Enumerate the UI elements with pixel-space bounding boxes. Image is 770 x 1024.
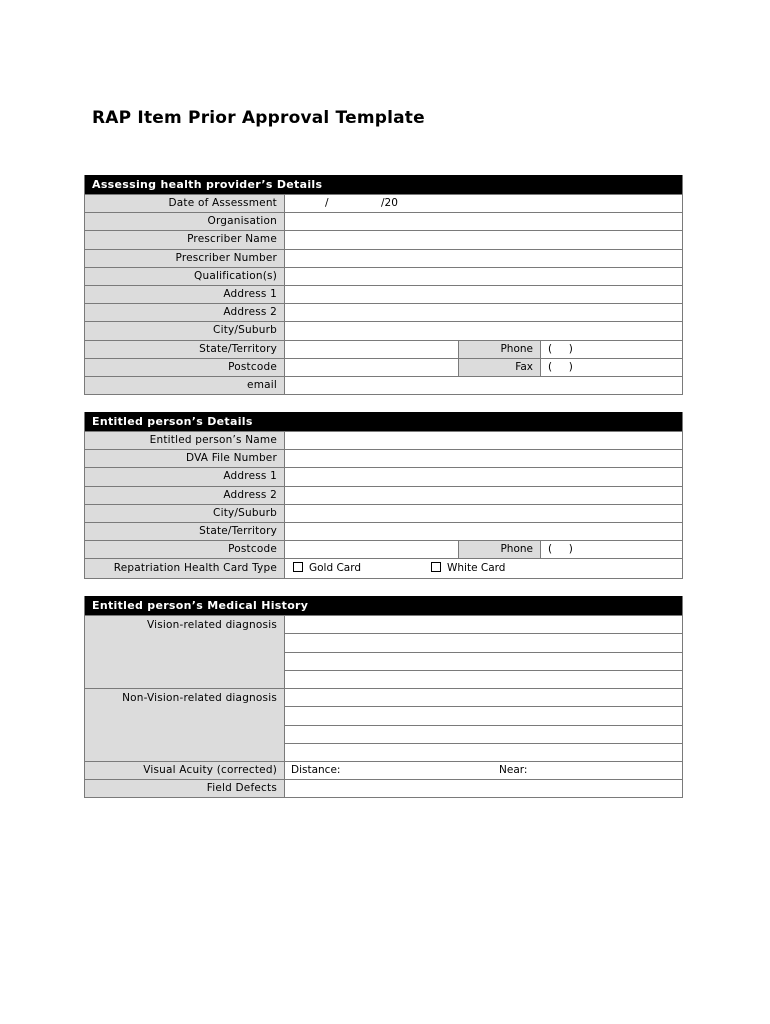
visual-acuity-field[interactable] (285, 762, 682, 779)
field-label: Vision-related diagnosis (85, 616, 285, 688)
phone-field[interactable]: ( ) (548, 342, 573, 355)
field-label: Postcode (85, 541, 285, 558)
field-label: Date of Assessment (85, 195, 285, 212)
entitled-name-row (85, 431, 682, 449)
state-phone-row (85, 340, 682, 358)
section-heading: Entitled person’s Details (85, 412, 682, 431)
date-year-prefix: /20 (381, 197, 398, 209)
city-field[interactable] (285, 505, 682, 522)
field-label: Phone (459, 341, 541, 358)
card-type-options (285, 559, 682, 578)
entitled-name-field[interactable] (285, 432, 682, 449)
city-field[interactable] (285, 322, 682, 339)
gold-card-option[interactable] (293, 559, 361, 578)
address2-field[interactable] (285, 304, 682, 321)
section-heading: Entitled person’s Medical History (85, 596, 682, 615)
field-label: Field Defects (85, 780, 285, 797)
field-label: Non-Vision-related diagnosis (85, 689, 285, 761)
prescriber-name-field[interactable] (285, 231, 682, 248)
field-label: City/Suburb (85, 322, 285, 339)
field-label: Address 2 (85, 487, 285, 504)
field-label: Visual Acuity (corrected) (85, 762, 285, 779)
address1-row (85, 285, 682, 303)
medical-history-section (84, 596, 683, 798)
vision-diagnosis-field[interactable] (285, 616, 682, 688)
prescriber-name-row (85, 230, 682, 248)
prescriber-number-row (85, 249, 682, 267)
state-row (85, 522, 682, 540)
date-separator: / (325, 197, 329, 209)
field-label: Organisation (85, 213, 285, 230)
field-label: Phone (459, 541, 541, 558)
field-label: Qualification(s) (85, 268, 285, 285)
dva-file-field[interactable] (285, 450, 682, 467)
field-defects-field[interactable] (285, 780, 682, 797)
field-label: Address 1 (85, 468, 285, 485)
field-label: Entitled person’s Name (85, 432, 285, 449)
qualifications-field[interactable] (285, 268, 682, 285)
postcode-field[interactable] (285, 541, 459, 558)
state-field[interactable] (285, 341, 459, 358)
date-of-assessment-field[interactable] (285, 195, 682, 212)
field-label: Prescriber Number (85, 250, 285, 267)
field-label: Repatriation Health Card Type (85, 559, 285, 578)
entitled-person-section (84, 412, 683, 579)
page-title: RAP Item Prior Approval Template (92, 108, 425, 128)
organisation-row (85, 212, 682, 230)
field-label: email (85, 377, 285, 394)
field-label: State/Territory (85, 341, 285, 358)
field-label: Prescriber Name (85, 231, 285, 248)
state-field[interactable] (285, 523, 682, 540)
city-row (85, 321, 682, 339)
checkbox-icon[interactable] (293, 562, 303, 572)
provider-details-section (84, 175, 683, 395)
address2-row (85, 303, 682, 321)
date-of-assessment-row (85, 194, 682, 212)
vision-diagnosis-row (85, 615, 682, 688)
dva-file-row (85, 449, 682, 467)
email-row (85, 376, 682, 394)
address2-row (85, 486, 682, 504)
phone-field[interactable]: ( ) (548, 543, 573, 556)
city-row (85, 504, 682, 522)
postcode-field[interactable] (285, 359, 459, 376)
white-card-label: White Card (447, 562, 506, 575)
postcode-phone-row (85, 540, 682, 558)
address1-field[interactable] (285, 286, 682, 303)
field-label: Fax (459, 359, 541, 376)
prescriber-number-field[interactable] (285, 250, 682, 267)
non-vision-diagnosis-field[interactable] (285, 689, 682, 761)
address1-field[interactable] (285, 468, 682, 485)
distance-label: Distance: (291, 764, 341, 776)
checkbox-icon[interactable] (431, 562, 441, 572)
field-defects-row (85, 779, 682, 797)
near-label: Near: (499, 764, 528, 776)
section-heading: Assessing health provider’s Details (85, 175, 682, 194)
white-card-option[interactable] (431, 559, 505, 578)
visual-acuity-row (85, 761, 682, 779)
fax-field[interactable]: ( ) (548, 360, 573, 373)
field-label: Address 2 (85, 304, 285, 321)
field-label: State/Territory (85, 523, 285, 540)
organisation-field[interactable] (285, 213, 682, 230)
field-label: City/Suburb (85, 505, 285, 522)
address1-row (85, 467, 682, 485)
non-vision-diagnosis-row (85, 688, 682, 761)
field-label: Address 1 (85, 286, 285, 303)
card-type-row (85, 558, 682, 578)
email-field[interactable] (285, 377, 682, 394)
address2-field[interactable] (285, 487, 682, 504)
qualifications-row (85, 267, 682, 285)
gold-card-label: Gold Card (309, 562, 362, 575)
postcode-fax-row (85, 358, 682, 376)
field-label: Postcode (85, 359, 285, 376)
field-label: DVA File Number (85, 450, 285, 467)
